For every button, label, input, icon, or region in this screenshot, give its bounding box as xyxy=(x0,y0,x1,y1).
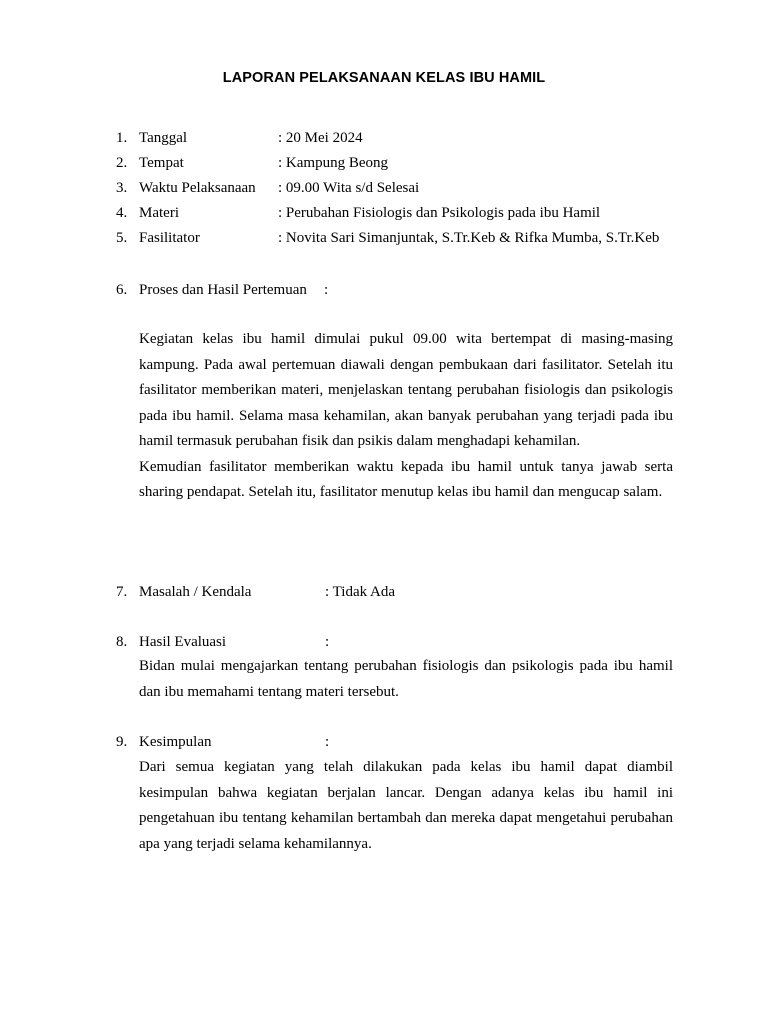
evaluation-paragraph: Bidan mulai mengajarkan tentang perubahan fisiologis dan psikologis pada ibu hamil dan ibu memahami tentang materi tersebut. xyxy=(139,658,673,700)
info-value: : Perubahan Fisiologis dan Psikologis pada ibu Hamil xyxy=(278,205,601,221)
info-label: Fasilitator xyxy=(139,230,200,246)
section-label: Kesimpulan xyxy=(139,734,212,750)
item-number: 1. xyxy=(116,130,128,146)
item-number: 3. xyxy=(116,180,128,196)
info-value: : 20 Mei 2024 xyxy=(278,130,363,146)
process-paragraph-2: Kemudian fasilitator memberikan waktu kepada ibu hamil untuk tanya jawab serta sharing pendapat. Setelah itu, fasilitator menutup kelas ibu hamil dan mengucap salam. xyxy=(139,458,673,500)
item-number: 5. xyxy=(116,230,128,246)
section-label: Masalah / Kendala xyxy=(139,584,252,600)
info-value: : 09.00 Wita s/d Selesai xyxy=(278,180,420,196)
section-colon: : xyxy=(324,282,329,298)
info-label: Waktu Pelaksanaan xyxy=(139,180,256,196)
process-text xyxy=(139,327,673,506)
process-paragraph-1: Kegiatan kelas ibu hamil dimulai pukul 09.00 wita bertempat di masing-masing kampung. Pada awal pertemuan diawali dengan pembukaan dari fasilitator. Setelah itu fasilitator memberikan materi, menjelaskan tentang perubahan fisiologis dan psikologis pada ibu hamil. Selama masa kehamilan, akan banyak perubahan yang terjadi pada ibu hamil termasuk perubahan fisik dan psikis dalam menghadapi kehamilan. xyxy=(139,331,673,449)
item-number: 4. xyxy=(116,205,128,221)
conclusion-text xyxy=(139,755,673,857)
info-value: : Kampung Beong xyxy=(278,155,388,171)
item-number: 7. xyxy=(116,584,128,600)
info-value: : Novita Sari Simanjuntak, S.Tr.Keb & Rifka Mumba, S.Tr.Keb xyxy=(278,230,660,246)
evaluation-text xyxy=(139,654,673,705)
section-colon: : xyxy=(325,734,330,750)
section-label: Hasil Evaluasi xyxy=(139,634,227,650)
report-title: LAPORAN PELAKSANAAN KELAS IBU HAMIL xyxy=(222,70,546,86)
item-number: 6. xyxy=(116,282,128,298)
info-label: Tempat xyxy=(139,155,184,171)
section-value: : Tidak Ada xyxy=(325,584,396,600)
info-label: Materi xyxy=(139,205,179,221)
section-colon: : xyxy=(325,634,330,650)
conclusion-paragraph: Dari semua kegiatan yang telah dilakukan pada kelas ibu hamil dapat diambil kesimpulan bahwa kegiatan berjalan lancar. Dengan adanya kelas ibu hamil ini pengetahuan ibu tentang kehamilan bertambah dan mereka dapat mengetahui perubahan apa yang terjadi selama kehamilannya. xyxy=(139,759,673,852)
item-number: 9. xyxy=(116,734,128,750)
item-number: 2. xyxy=(116,155,128,171)
item-number: 8. xyxy=(116,634,128,650)
section-label: Proses dan Hasil Pertemuan xyxy=(139,282,307,298)
info-label: Tanggal xyxy=(139,130,188,146)
